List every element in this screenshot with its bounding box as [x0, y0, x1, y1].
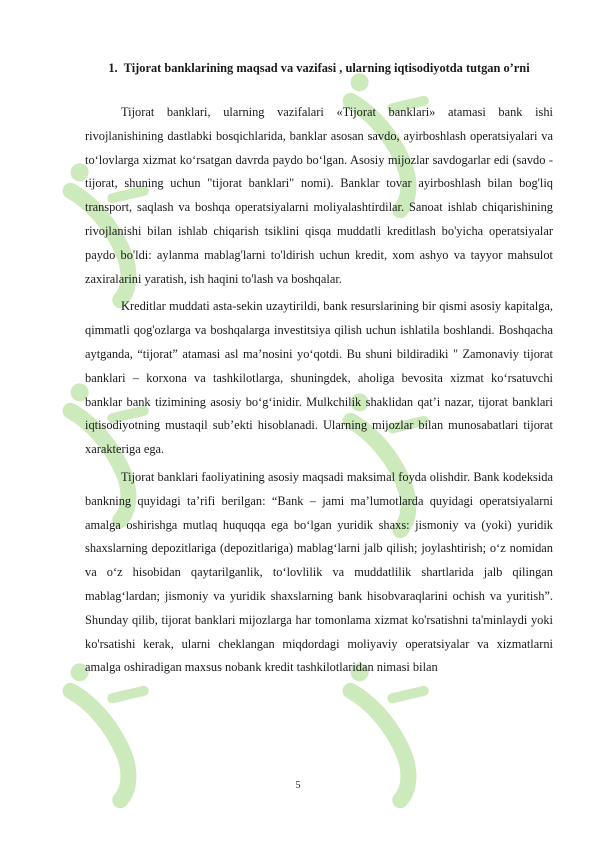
section-heading [85, 57, 553, 79]
paragraph-2: Kreditlar muddati asta-sekin uzaytirildi, bank resurslarining bir qismi asosiy kapitalga, qimmatli qog'ozlarga va boshqalarga investitsiya qilish uchun ishlatila boshlandi. Boshqacha aytganda, “tijorat” atamasi asl ma’nosini yo‘qotdi. Bu shuni bildiradiki " Zamonaviy tijorat banklari – korxona va tashkilotlarga, shuningdek, aholiga bevosita xizmat ko‘rsatuvchi banklar bank tizimining asosiy bo‘g‘inidir. Mulkchilik shaklidan qat’i nazar, tijorat banklari iqtisodiyotning mustaqil sub’ekti hisoblanadi. Ularning mijozlar bilan munosabatlari tijorat xarakteriga ega. [85, 299, 553, 457]
paragraph-3: Tijorat banklari faoliyatining asosiy maqsadi maksimal foyda olishdir. Bank kodeksida bankning quyidagi ta’rifi berilgan: “Bank – jami ma’lumotlarda quyidagi operatsiyalarni amalga oshirishga mutlaq huquqqa ega bo‘lgan yuridik shaxs: jismoniy va (yoki) yuridik shaxslarning depozitlariga (depozitlariga) mablag‘larni jalb qilish; joylashtirish; o‘z nomidan va o‘z hisobidan qaytarilganlik, to‘lovlilik va muddatlilik shartlarida jalb qilingan mablag‘lardan; jismoniy va yuridik shaxslarning bank hisobvaraqlarini ochish va yuritish”. Shunday qilib, tijorat banklari mijozlarga har tomonlama xizmat ko'rsatishni ta'minlaydi yoki ko'rsatishi kerak, ularni cheklangan miqdordagi moliyaviy operatsiyalar va xizmatlarni amalga oshiradigan maxsus nobank kredit tashkilotlaridan nimasi bilan [85, 469, 553, 675]
page-number: 5 [295, 780, 301, 791]
body-text [85, 101, 553, 680]
paragraph-1: Tijorat banklari, ularning vazifalari «Tijorat banklari» atamasi bank ishi rivojlanishining dastlabki bosqichlarida, banklar asosan savdo, ayirboshlash operatsiyalari va toʻlovlarga xizmat koʻrsatgan davrda paydo boʻlgan. Asosiy mijozlar savdogarlar edi (savdo - tijorat, shuning uchun "tijorat banklari" nomi). Banklar tovar ayirboshlash bilan bog'liq transport, saqlash va boshqa operatsiyalarni moliyalashtirdilar. Sanoat ishlab chiqarishining rivojlanishi bilan ishlab chiqarish tsiklini qisqa muddatli kreditlash bo'yicha operatsiyalar paydo bo'ldi: aylanma mablag'larni to'ldirish uchun kredit, xom ashyo va tayyor mahsulot zaxiralarini yaratish, ish haqini to'lash va boshqalar. [85, 105, 553, 286]
heading-number: 1. [108, 61, 118, 75]
heading-title: Tijorat banklarining maqsad va vazifasi , ularning iqtisodiyotda tutgan o’rni [123, 61, 530, 75]
